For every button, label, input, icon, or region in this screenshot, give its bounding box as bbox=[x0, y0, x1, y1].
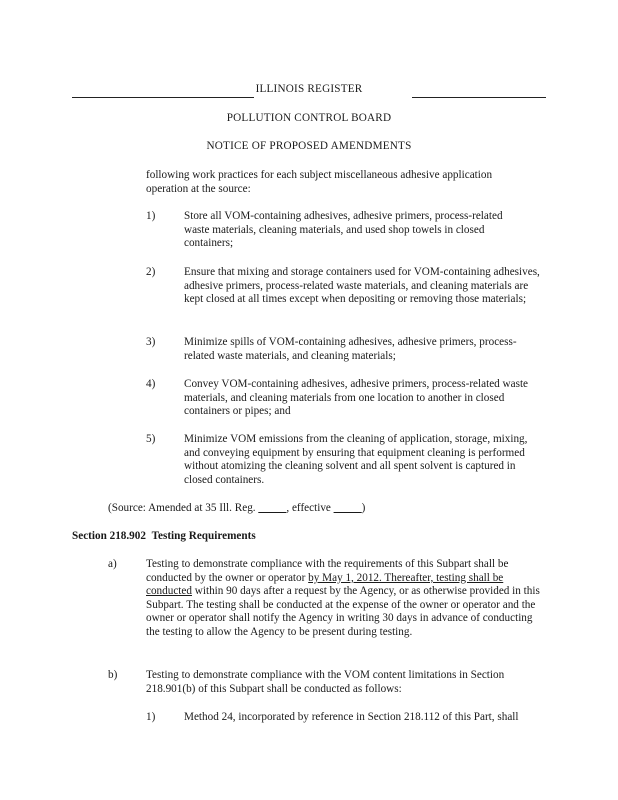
register-title: ILLINOIS REGISTER bbox=[255, 83, 363, 95]
testing-item-number: b) bbox=[108, 669, 118, 681]
practice-text: Minimize spills of VOM-containing adhesives, adhesive primers, process-related waste materials, and cleaning materials; bbox=[184, 336, 517, 362]
section-title: Testing Requirements bbox=[151, 530, 256, 542]
practice-text: Store all VOM-containing adhesives, adhesive primers, process-related waste materials, cleaning materials, and used shop towels in closed containers; bbox=[184, 210, 503, 250]
source-suffix: ) bbox=[361, 502, 366, 514]
testing-item-text bbox=[146, 558, 546, 640]
source-effective-blank: _____ bbox=[333, 502, 362, 514]
practice-text: Convey VOM-containing adhesives, adhesive primers, process-related waste materials, and cleaning materials from one location to another in closed containers or pipes; and bbox=[184, 378, 529, 418]
testing-item-text: Testing to demonstrate compliance with the VOM content limitations in Section 218.901(b) of this Subpart shall be conducted as follows: bbox=[146, 669, 505, 695]
method-text: Method 24, incorporated by reference in Section 218.112 of this Part, shall bbox=[184, 711, 519, 723]
header-rule-right bbox=[412, 97, 546, 98]
practice-number: 1) bbox=[146, 210, 156, 222]
source-note bbox=[108, 502, 365, 514]
testing-a-inserted-text: by May 1, 2012. Thereafter, testing shall be conducted bbox=[146, 571, 504, 598]
source-prefix: (Source: Amended at 35 Ill. Reg. bbox=[108, 502, 259, 514]
board-title: POLLUTION CONTROL BOARD bbox=[226, 112, 392, 124]
source-middle: , effective bbox=[286, 502, 334, 514]
practice-number: 2) bbox=[146, 266, 156, 278]
practice-number: 4) bbox=[146, 378, 156, 390]
practice-number: 3) bbox=[146, 336, 156, 348]
practice-text: Ensure that mixing and storage containers used for VOM-containing adhesives, adhesive primers, process-related waste materials, and cleaning materials are kept closed at all times except when depositing or removing those materials; bbox=[184, 266, 540, 306]
intro-paragraph: following work practices for each subject miscellaneous adhesive application operation at the source: bbox=[146, 169, 493, 195]
practice-text: Minimize VOM emissions from the cleaning of application, storage, mixing, and conveying equipment by ensuring that equipment cleaning is performed without atomizing the cleaning solvent and all spent solvent is captured in closed containers. bbox=[184, 433, 528, 486]
notice-title: NOTICE OF PROPOSED AMENDMENTS bbox=[206, 140, 412, 152]
section-heading bbox=[72, 530, 256, 542]
method-number: 1) bbox=[146, 711, 156, 723]
testing-a-text-end: within 90 days after a request by the Agency, or as otherwise provided in this Subpart. The testing shall be conducted at the expense of the owner or operator and the owner or operator shall notify the Agency in writing 30 days in advance of conducting the testing to allow the Agency to be present during testing. bbox=[146, 585, 540, 638]
practice-number: 5) bbox=[146, 433, 156, 445]
section-number: Section 218.902 bbox=[72, 530, 146, 542]
header-rule-left bbox=[72, 97, 254, 98]
source-register-blank: _____ bbox=[258, 502, 287, 514]
testing-a-text-start: Testing to demonstrate compliance with the requirements of this Subpart shall be conducted by the owner or operator bbox=[146, 558, 509, 584]
testing-item-number: a) bbox=[108, 558, 117, 570]
